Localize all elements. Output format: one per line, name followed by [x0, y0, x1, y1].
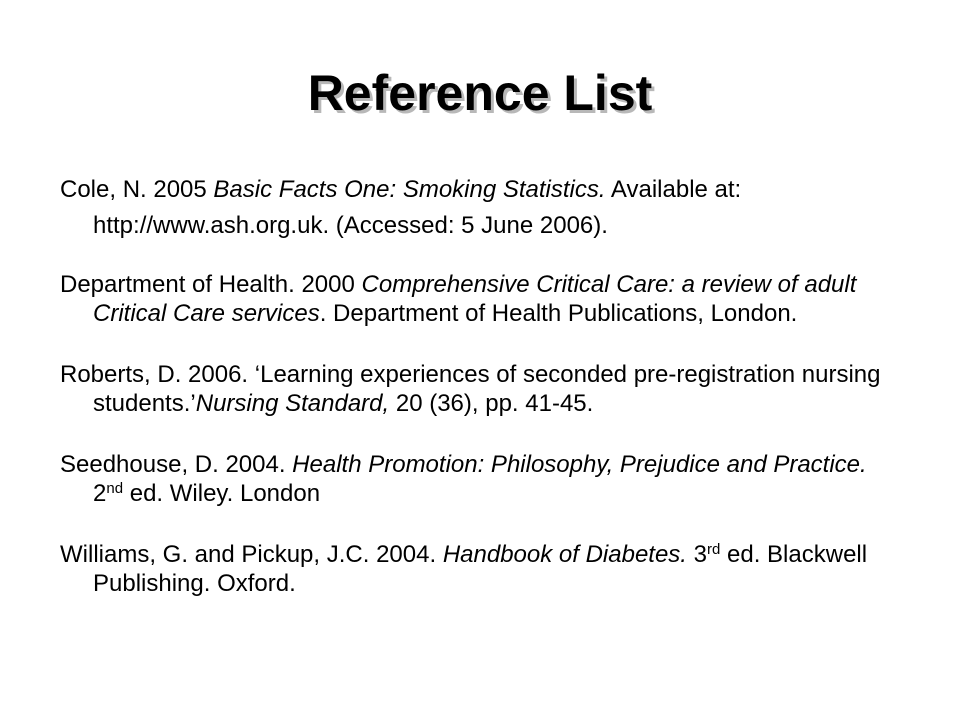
reference-item	[60, 270, 900, 328]
reference-source-title: Basic Facts One: Smoking Statistics.	[213, 176, 606, 203]
reference-text: 20 (36), pp. 41-45.	[389, 390, 594, 417]
ordinal-suffix: nd	[106, 480, 124, 497]
reference-item	[60, 450, 900, 508]
reference-item	[60, 172, 900, 244]
reference-text: Cole, N. 2005	[60, 176, 214, 203]
reference-item	[60, 360, 900, 418]
reference-text: ed. Wiley. London	[123, 480, 321, 507]
reference-text: . Department of Health Publications, London.	[319, 300, 798, 327]
reference-text: Roberts, D. 2006. ‘Learning experiences of seconded pre-registration nursing students.’	[60, 361, 881, 417]
reference-text: Available at: http://www.ash.org.uk. (Accessed: 5 June 2006).	[93, 176, 742, 239]
reference-item	[60, 540, 900, 598]
page-title: Reference List	[307, 65, 653, 121]
reference-list	[60, 172, 900, 630]
reference-source-title: Handbook of Diabetes.	[442, 541, 687, 568]
reference-source-title: Health Promotion: Philosophy, Prejudice and Practice.	[292, 451, 867, 478]
reference-text: Williams, G. and Pickup, J.C. 2004.	[60, 541, 443, 568]
reference-text: Department of Health. 2000	[60, 271, 362, 298]
reference-text: ed. Blackwell Publishing. Oxford.	[93, 541, 868, 597]
reference-text: 2	[93, 480, 107, 507]
reference-text: Seedhouse, D. 2004.	[60, 451, 293, 478]
reference-source-title: Comprehensive Critical Care: a review of adult Critical Care services	[93, 271, 857, 327]
ordinal-suffix: rd	[707, 541, 721, 558]
reference-source-title: Nursing Standard,	[195, 390, 390, 417]
reference-text: 3	[686, 541, 707, 568]
